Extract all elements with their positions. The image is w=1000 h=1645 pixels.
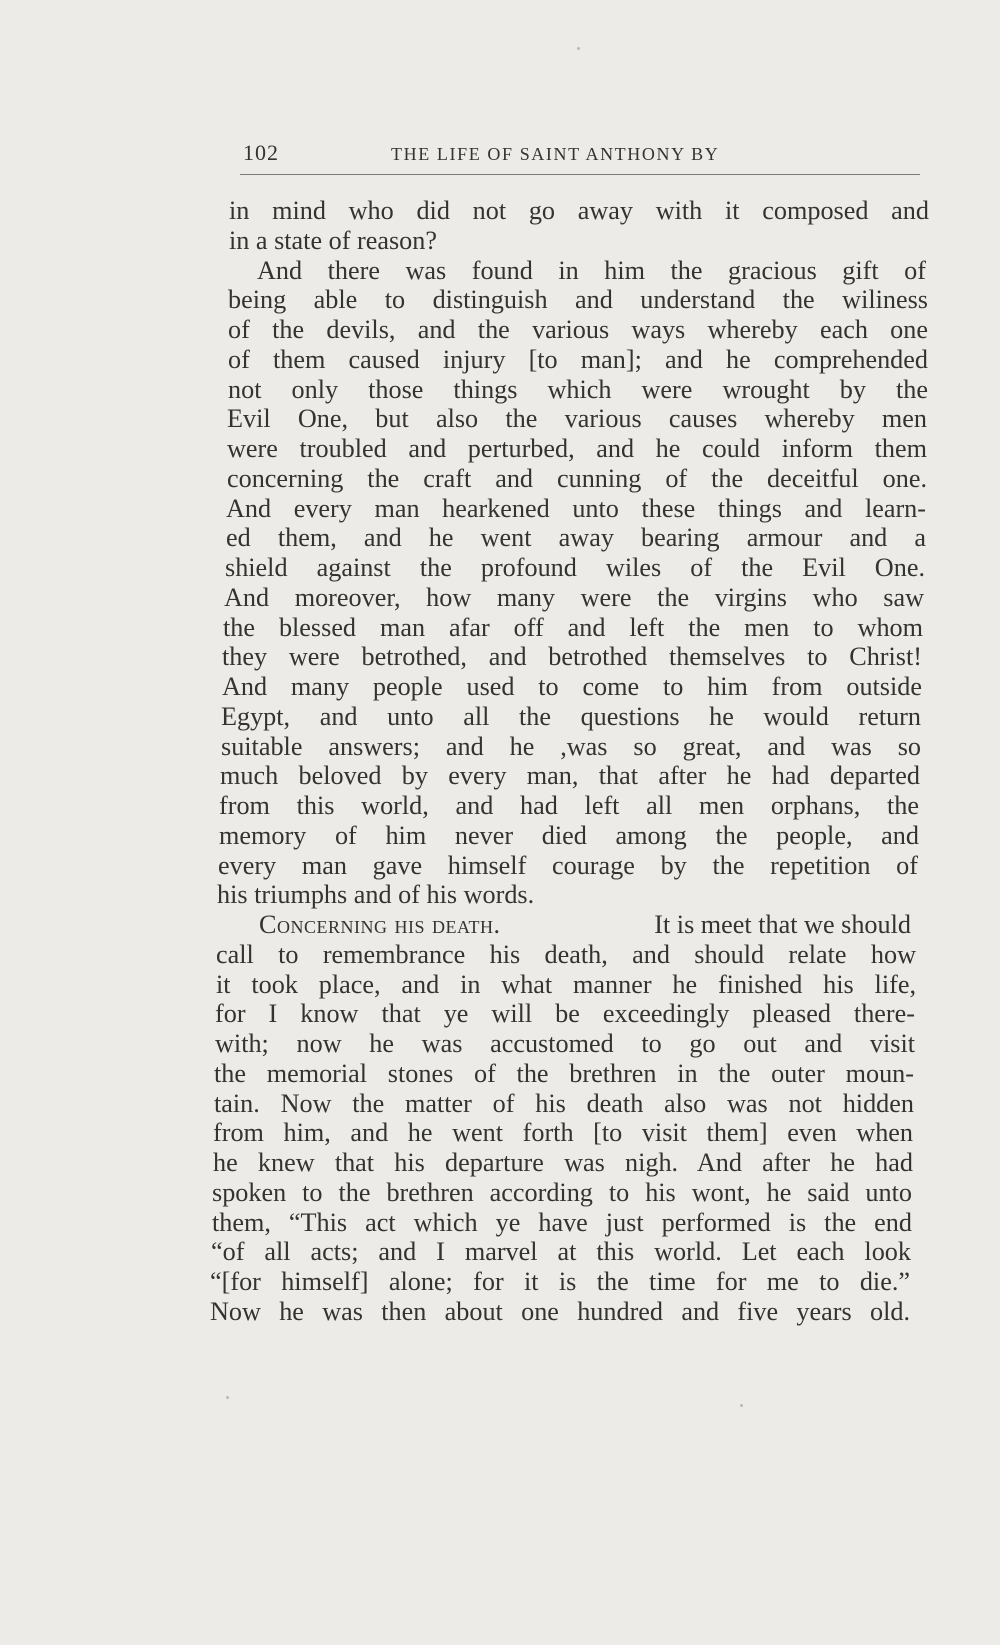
paper-speck	[740, 1404, 743, 1407]
text-line: shield against the profound wiles of the Evil One.	[225, 553, 925, 582]
text-line: from this world, and had left all men orphans, the	[219, 791, 919, 820]
page-header	[243, 136, 913, 176]
text-line: they were betrothed, and betrothed themselves to Christ!	[222, 642, 922, 672]
text-line: with; now he was accustomed to go out and visit	[215, 1029, 915, 1058]
text-line: the memorial stones of the brethren in the outer moun-	[214, 1058, 914, 1088]
text-line: much beloved by every man, that after he had departed	[220, 761, 920, 791]
text-line: Egypt, and unto all the questions he would return	[221, 701, 921, 731]
running-head: THE LIFE OF SAINT ANTHONY BY	[391, 144, 720, 164]
text-line: from him, and he went forth [to visit them] even when	[213, 1118, 913, 1148]
text-line: suitable answers; and he ,was so great, and was so	[221, 731, 921, 761]
text-line: call to remembrance his death, and should relate how	[216, 939, 916, 969]
section-first-line-text: It is meet that we should	[654, 910, 911, 939]
text-line: for I know that ye will be exceedingly pleased there-	[215, 999, 915, 1029]
text-line: were troubled and perturbed, and he could inform them	[227, 434, 927, 463]
text-line: tain. Now the matter of his death also was not hidden	[214, 1088, 914, 1118]
header-rule	[240, 174, 920, 175]
text-line: And moreover, how many were the virgins who saw	[224, 582, 924, 612]
paper-speck	[226, 1396, 229, 1399]
text-line: not only those things which were wrought by the	[228, 374, 928, 404]
text-line: Evil One, but also the various causes whereby men	[227, 404, 927, 434]
text-line: Now he was then about one hundred and five years old.	[210, 1296, 910, 1326]
paper-speck	[577, 47, 580, 50]
text-line: being able to distinguish and understand the wiliness	[228, 285, 928, 315]
text-line: ed them, and he went away bearing armour and a	[226, 523, 926, 553]
text-line: every man gave himself courage by the repetition of	[218, 850, 918, 880]
text-line: memory of him never died among the people, and	[219, 820, 919, 850]
text-line: the blessed man afar off and left the men to whom	[223, 612, 923, 642]
text-line: in mind who did not go away with it composed and	[229, 196, 929, 225]
paragraph-first-line: And there was found in him the gracious gift of	[257, 255, 926, 285]
text-line: he knew that his departure was nigh. And after he had	[213, 1148, 913, 1177]
page-number: 102	[243, 140, 279, 165]
text-line: them, “This act which ye have just performed is the end	[212, 1207, 912, 1237]
body-text	[210, 196, 929, 1327]
text-line: of the devils, and the various ways whereby each one	[228, 315, 928, 344]
text-line: And every man hearkened unto these things and learn-	[226, 493, 926, 523]
section-heading: Concerning his death.	[259, 910, 501, 939]
text-line: concerning the craft and cunning of the deceitful one.	[227, 463, 927, 493]
text-line: in a state of reason?	[229, 225, 437, 255]
text-line: it took place, and in what manner he finished his life,	[216, 969, 916, 999]
text-line: “of all acts; and I marvel at this world. Let each look	[211, 1237, 911, 1267]
text-line: spoken to the brethren according to his wont, he said unto	[212, 1177, 912, 1207]
text-line: “[for himself] alone; for it is the time for me to die.”	[210, 1267, 910, 1296]
section-first-line	[217, 910, 911, 940]
text-line: his triumphs and of his words.	[217, 880, 535, 910]
text-line: And many people used to come to him from outside	[222, 672, 922, 701]
text-line: of them caused injury [to man]; and he comprehended	[228, 344, 928, 374]
